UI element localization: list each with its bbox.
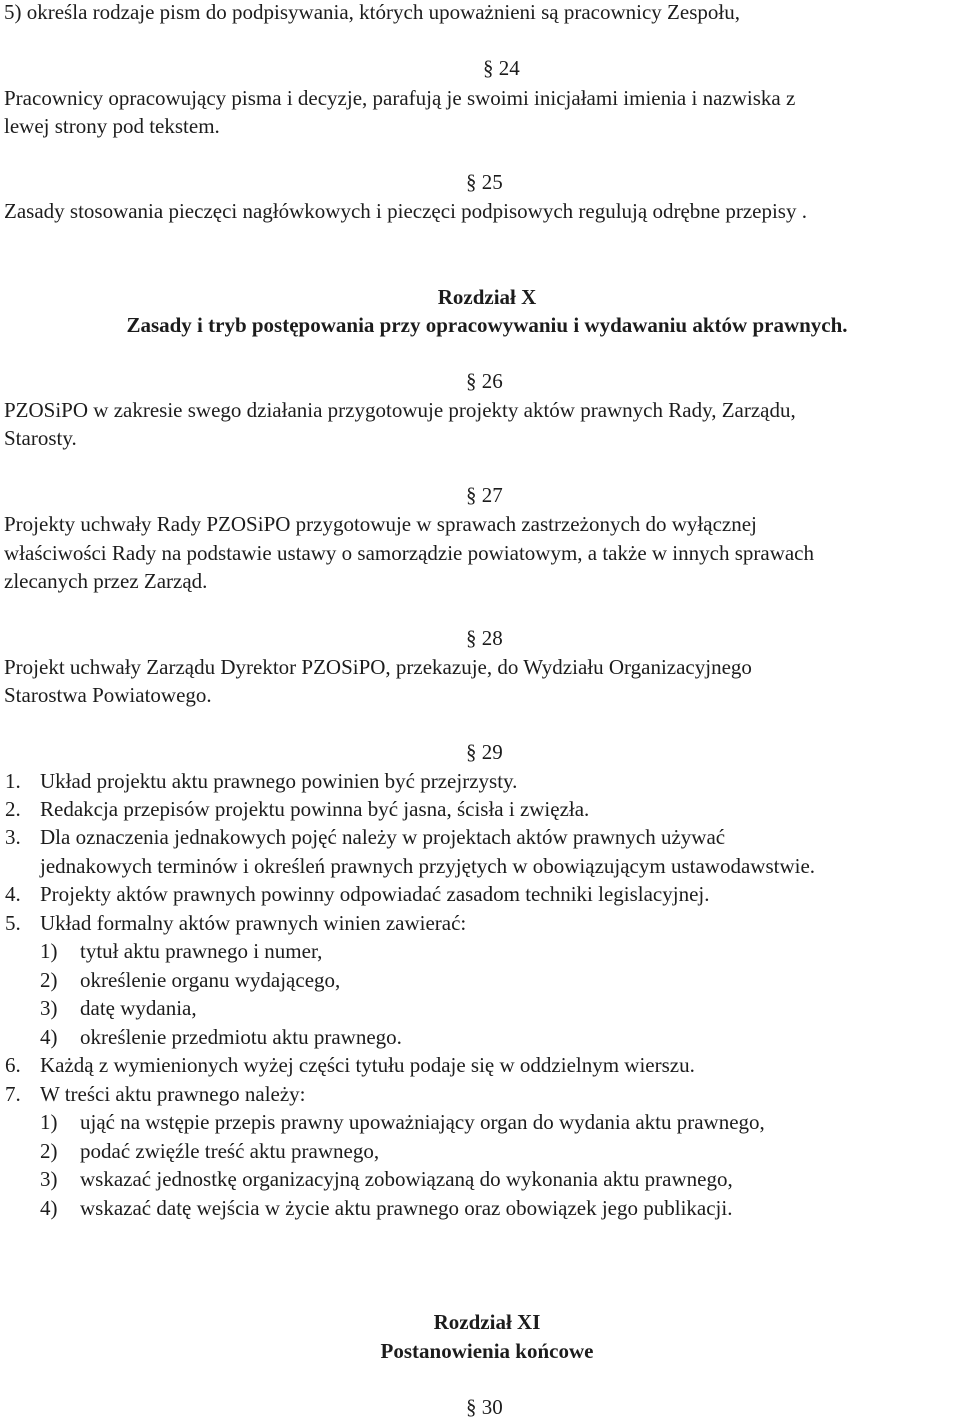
- section-mark-26: § 26: [466, 369, 503, 393]
- chapter-11-subtitle: Postanowienia końcowe: [380, 1339, 594, 1363]
- paragraph-27-line2: właściwości Rady na podstawie ustawy o samorządzie powiatowym, a także w innych sprawach: [4, 541, 815, 565]
- paragraph-28-line2: Starostwa Powiatowego.: [4, 683, 212, 707]
- list-item-5: 5) określa rodzaje pism do podpisywania, których upoważnieni są pracownicy Zespołu,: [4, 0, 740, 24]
- paragraph-24-line2: lewej strony pod tekstem.: [4, 114, 220, 138]
- paragraph-27-line1: Projekty uchwały Rady PZOSiPO przygotowuje w sprawach zastrzeżonych do wyłącznej: [4, 512, 757, 536]
- paragraph-25-line1: Zasady stosowania pieczęci nagłówkowych i pieczęci podpisowych regulują odrębne przepisy .: [4, 199, 807, 223]
- chapter-11-title: Rozdział XI: [433, 1310, 541, 1334]
- section-mark-28: § 28: [466, 626, 503, 650]
- paragraph-26-line2: Starosty.: [4, 426, 77, 450]
- paragraph-27-line3: zlecanych przez Zarząd.: [4, 569, 208, 593]
- paragraph-28-line1: Projekt uchwały Zarządu Dyrektor PZOSiPO, przekazuje, do Wydziału Organizacyjnego: [4, 655, 752, 679]
- chapter-10-title: Rozdział X: [437, 285, 537, 309]
- section-mark-25: § 25: [466, 170, 503, 194]
- section-mark-29: § 29: [466, 740, 503, 764]
- section-mark-27: § 27: [466, 483, 503, 507]
- section-mark-30: § 30: [466, 1395, 503, 1419]
- paragraph-26-line1: PZOSiPO w zakresie swego działania przygotowuje projekty aktów prawnych Rady, Zarządu,: [4, 398, 796, 422]
- chapter-10-subtitle: Zasady i tryb postępowania przy opracowywaniu i wydawaniu aktów prawnych.: [126, 313, 848, 337]
- paragraph-24-line1: Pracownicy opracowujący pisma i decyzje, parafują je swoimi inicjałami imienia i nazwiska z: [4, 86, 796, 110]
- section-mark-24: § 24: [483, 56, 520, 80]
